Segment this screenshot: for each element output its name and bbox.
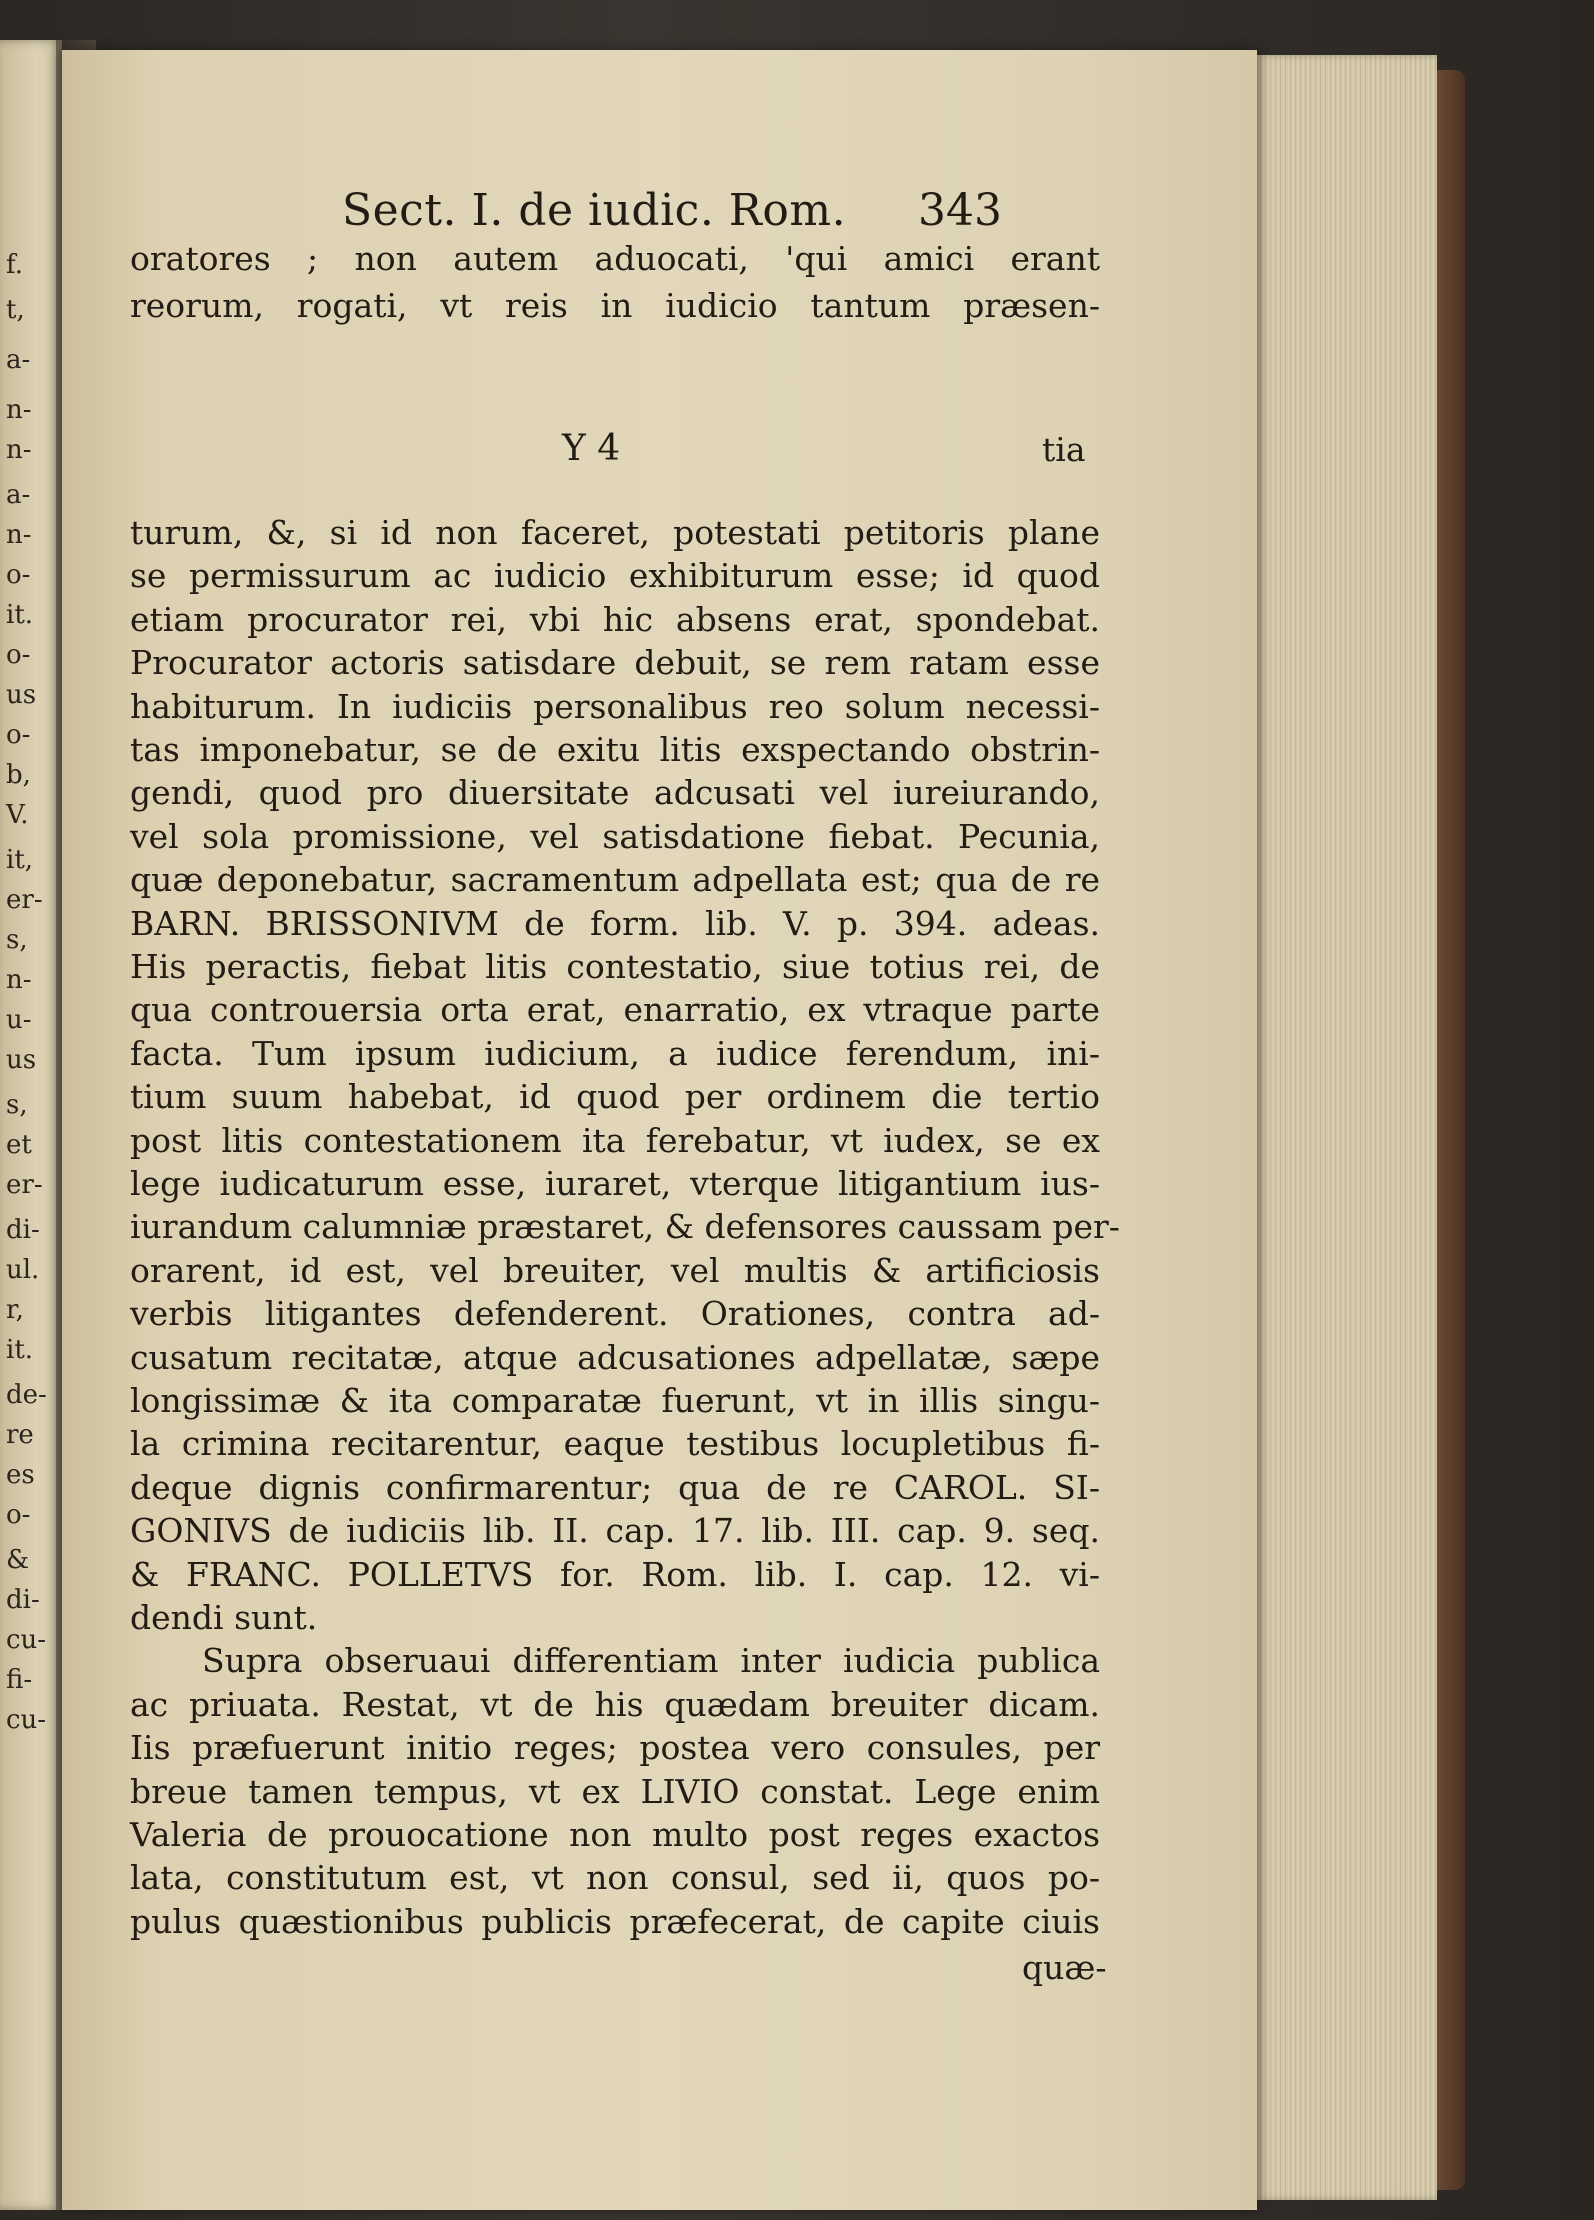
body-line: vel sola promissione, vel satisdatione fiebat. Pecunia, xyxy=(130,817,1100,856)
catchword: quæ- xyxy=(1022,1948,1107,1987)
running-head: Sect. I. de iudic. Rom. xyxy=(342,185,847,236)
facing-page-fragment: us xyxy=(6,680,37,710)
body-line: verbis litigantes defenderent. Orationes, contra ad- xyxy=(130,1294,1100,1333)
facing-page-fragment: fi- xyxy=(6,1665,33,1695)
body-line: GONIVS de iudiciis lib. II. cap. 17. lib. III. cap. 9. seq. xyxy=(130,1511,1100,1550)
facing-page-fragment: it, xyxy=(6,845,34,875)
facing-page-fragment: es xyxy=(6,1460,35,1490)
facing-page-fragment: ul. xyxy=(6,1255,40,1285)
facing-page-fragment: n- xyxy=(6,520,32,550)
facing-page-fragment: us xyxy=(6,1045,37,1075)
body-line: iurandum calumniæ præstaret, & defensores caussam per- xyxy=(130,1207,1120,1246)
body-line: His peractis, fiebat litis contestatio, siue totius rei, de xyxy=(130,947,1100,986)
facing-page-fragment: f. xyxy=(6,250,23,280)
facing-page-fragment: di- xyxy=(6,1215,40,1245)
facing-page-fragment: o- xyxy=(6,720,31,750)
facing-page-fragment: n- xyxy=(6,435,32,465)
body-line: Supra obseruaui differentiam inter iudicia publica xyxy=(202,1641,1100,1680)
overlay-line: oratores ; non autem aduocati, 'qui amici erant xyxy=(130,239,1100,278)
body-line: dendi sunt. xyxy=(130,1598,318,1637)
page-number: 343 xyxy=(918,185,1002,236)
facing-page-fragment: cu- xyxy=(6,1705,47,1735)
overlay-line: reorum, rogati, vt reis in iudicio tantum præsen- xyxy=(130,286,1100,325)
facing-page-fragment: b, xyxy=(6,760,31,790)
book-cover-edge xyxy=(1437,70,1465,2190)
overlay-catchword: tia xyxy=(1042,430,1086,469)
body-line: Iis præfuerunt initio reges; postea vero consules, per xyxy=(130,1728,1100,1767)
facing-page-fragment: re xyxy=(6,1420,34,1450)
body-line: post litis contestationem ita ferebatur, vt iudex, se ex xyxy=(130,1121,1100,1160)
body-line: habiturum. In iudiciis personalibus reo solum necessi- xyxy=(130,687,1100,726)
facing-page-fragment: & xyxy=(6,1545,30,1575)
body-line: deque dignis confirmarentur; qua de re CAROL. SI- xyxy=(130,1468,1100,1507)
facing-page-fragment: o- xyxy=(6,1500,31,1530)
facing-page-fragment: s, xyxy=(6,925,28,955)
facing-page-fragment: cu- xyxy=(6,1625,47,1655)
body-line: longissimæ & ita comparatæ fuerunt, vt in illis singu- xyxy=(130,1381,1100,1420)
facing-page-fragment: r, xyxy=(6,1295,24,1325)
facing-page-fragment: it. xyxy=(6,600,34,630)
facing-page-fragment: u- xyxy=(6,1005,32,1035)
body-line: quæ deponebatur, sacramentum adpellata est; qua de re xyxy=(130,860,1100,899)
body-line: ac priuata. Restat, vt de his quædam breuiter dicam. xyxy=(130,1685,1100,1724)
facing-page-fragment: n- xyxy=(6,395,32,425)
facing-page-fragment: o- xyxy=(6,640,31,670)
facing-page-fragment: er- xyxy=(6,885,43,915)
facing-page-fragment: t, xyxy=(6,295,25,325)
body-line: turum, &, si id non faceret, potestati petitoris plane xyxy=(130,513,1100,552)
facing-page-fragment: it. xyxy=(6,1335,34,1365)
body-line: etiam procurator rei, vbi hic absens erat, spondebat. xyxy=(130,600,1100,639)
body-line: breue tamen tempus, vt ex LIVIO constat. Lege enim xyxy=(130,1772,1100,1811)
signature-mark: Y 4 xyxy=(562,428,621,469)
facing-page-fragment: o- xyxy=(6,560,31,590)
body-line: Valeria de prouocatione non multo post reges exactos xyxy=(130,1815,1100,1854)
body-line: tium suum habebat, id quod per ordinem die tertio xyxy=(130,1077,1100,1116)
body-line: tas imponebatur, se de exitu litis exspectando obstrin- xyxy=(130,730,1100,769)
body-line: se permissurum ac iudicio exhibiturum esse; id quod xyxy=(130,556,1100,595)
body-line: pulus quæstionibus publicis præfecerat, de capite ciuis xyxy=(130,1902,1100,1941)
body-line: lege iudicaturum esse, iuraret, vterque litigantium ius- xyxy=(130,1164,1100,1203)
body-line: BARN. BRISSONIVM de form. lib. V. p. 394. adeas. xyxy=(130,904,1100,943)
facing-page-fragment: et xyxy=(6,1130,32,1160)
body-line: lata, constitutum est, vt non consul, sed ii, quos po- xyxy=(130,1858,1100,1897)
body-line: & FRANC. POLLETVS for. Rom. lib. I. cap. 12. vi- xyxy=(130,1555,1100,1594)
body-line: orarent, id est, vel breuiter, vel multis & artificiosis xyxy=(130,1251,1100,1290)
body-line: Procurator actoris satisdare debuit, se rem ratam esse xyxy=(130,643,1100,682)
body-line: gendi, quod pro diuersitate adcusati vel iureiurando, xyxy=(130,773,1100,812)
facing-page-fragment: a- xyxy=(6,480,31,510)
body-line: cusatum recitatæ, atque adcusationes adpellatæ, sæpe xyxy=(130,1338,1100,1377)
page-text xyxy=(62,50,1257,2210)
body-line: qua controuersia orta erat, enarratio, ex vtraque parte xyxy=(130,990,1100,1029)
facing-page-fragment: de- xyxy=(6,1380,47,1410)
body-line: la crimina recitarentur, eaque testibus locupletibus fi- xyxy=(130,1424,1100,1463)
facing-page-fragment: s, xyxy=(6,1090,28,1120)
book-fore-edge xyxy=(1257,55,1437,2200)
facing-page-edge xyxy=(0,40,62,2210)
facing-page-fragment: di- xyxy=(6,1585,40,1615)
book-page xyxy=(62,50,1257,2210)
body-line: facta. Tum ipsum iudicium, a iudice ferendum, ini- xyxy=(130,1034,1100,1073)
facing-page-fragment: V. xyxy=(6,800,29,830)
facing-page-fragment: a- xyxy=(6,345,31,375)
facing-page-fragment: n- xyxy=(6,965,32,995)
facing-page-fragment: er- xyxy=(6,1170,43,1200)
